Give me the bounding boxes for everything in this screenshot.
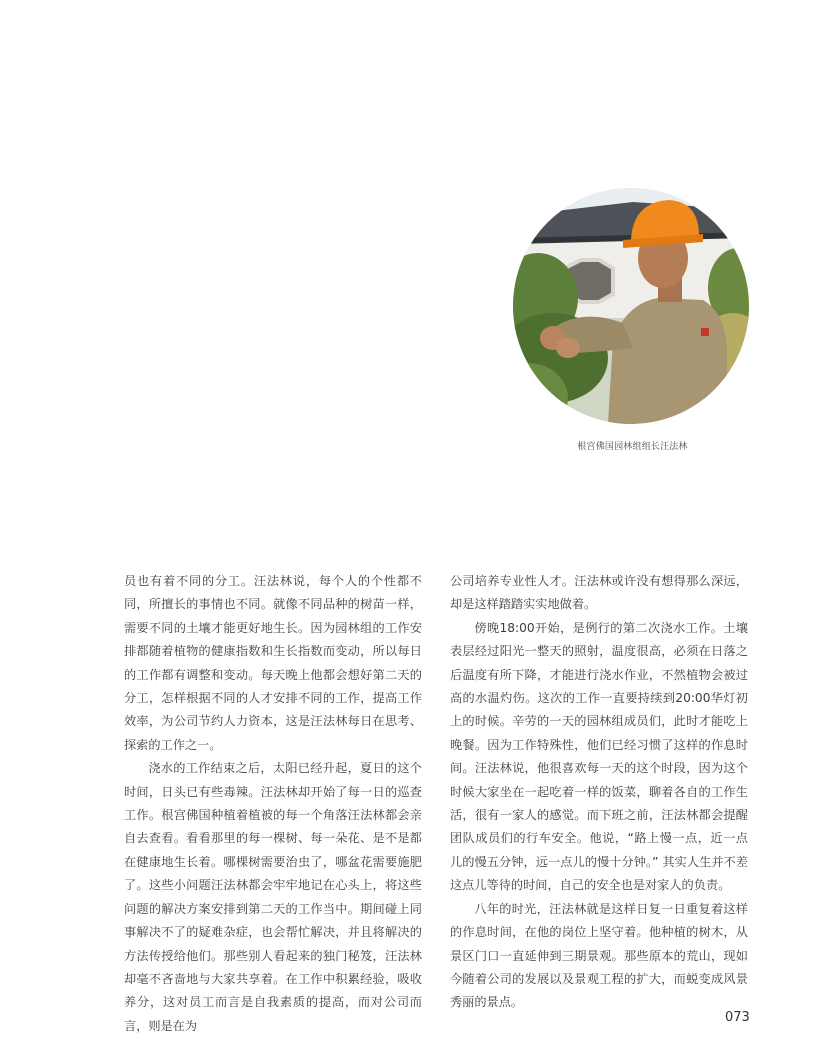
paragraph: 八年的时光，汪法林就是这样日复一日重复着这样的作息时间，在他的岗位上坚守着。他种植的树木，从景区门口一直延伸到三期景观。那些原本的荒山，现如今随着公司的发展以及景观工程的扩大，而蜕变成风景秀丽的景点。 xyxy=(450,901,748,1010)
right-text-column xyxy=(450,570,748,1015)
page-number: 073 xyxy=(725,1010,750,1025)
paragraph: 员也有着不同的分工。汪法林说，每个人的个性都不同，所擅长的事情也不同。就像不同品种的树苗一样，需要不同的土壤才能更好地生长。因为园林组的工作安排都随着植物的健康指数和生长指数而变动，所以每日的工作都有调整和变动。每天晚上他都会想好第二天的分工，怎样根据不同的人才安排不同的工作，提高工作效率，为公司节约人力资本，这是汪法林每日在思考、探索的工作之一。 xyxy=(124,574,422,752)
paragraph: 傍晚18:00开始，是例行的第二次浇水工作。土壤表层经过阳光一整天的照射，温度很高，必须在日落之后温度有所下降，才能进行浇水作业，不然植物会被过高的水温灼伤。这次的工作一直要持续到20:00华灯初上的时候。辛劳的一天的园林组成员们，此时才能吃上晚餐。因为工作特殊性，他们已经习惯了这样的作息时间。汪法林说，他很喜欢每一天的这个时段，因为这个时候大家坐在一起吃着一样的饭菜，聊着各自的工作生活，很有一家人的感觉。而下班之前，汪法林都会提醒团队成员们的行车安全。他说，“路上慢一点，近一点儿的慢五分钟，远一点儿的慢十分钟。” 其实人生并不差这点儿等待的时间，自己的安全也是对家人的负责。 xyxy=(450,620,748,893)
left-text-column xyxy=(124,570,422,1038)
paragraph: 浇水的工作结束之后，太阳已经升起，夏日的这个时间，日头已有些毒辣。汪法林却开始了每一日的巡查工作。根宫佛国种植着植被的每一个角落汪法林都会亲自去查看。看看那里的每一棵树、每一朵花、是不是都在健康地生长着。哪棵树需要治虫了，哪盆花需要施肥了。这些小问题汪法林都会牢牢地记在心头上，将这些问题的解决方案安排到第二天的工作当中。期间碰上同事解决不了的疑难杂症，也会帮忙解决，并且将解决的方法传授给他们。那些别人看起来的独门秘笈，汪法林却毫不吝啬地与大家共享着。在工作中积累经验，吸收养分，这对员工而言是自我素质的提高，而对公司而言，则是在为 xyxy=(124,761,422,1033)
photo-caption: 根宫佛国园林组组长汪法林 xyxy=(577,442,688,452)
paragraph: 公司培养专业性人才。汪法林或许没有想得那么深远，却是这样踏踏实实地做着。 xyxy=(450,574,748,612)
circular-photo-gardener xyxy=(513,188,749,424)
